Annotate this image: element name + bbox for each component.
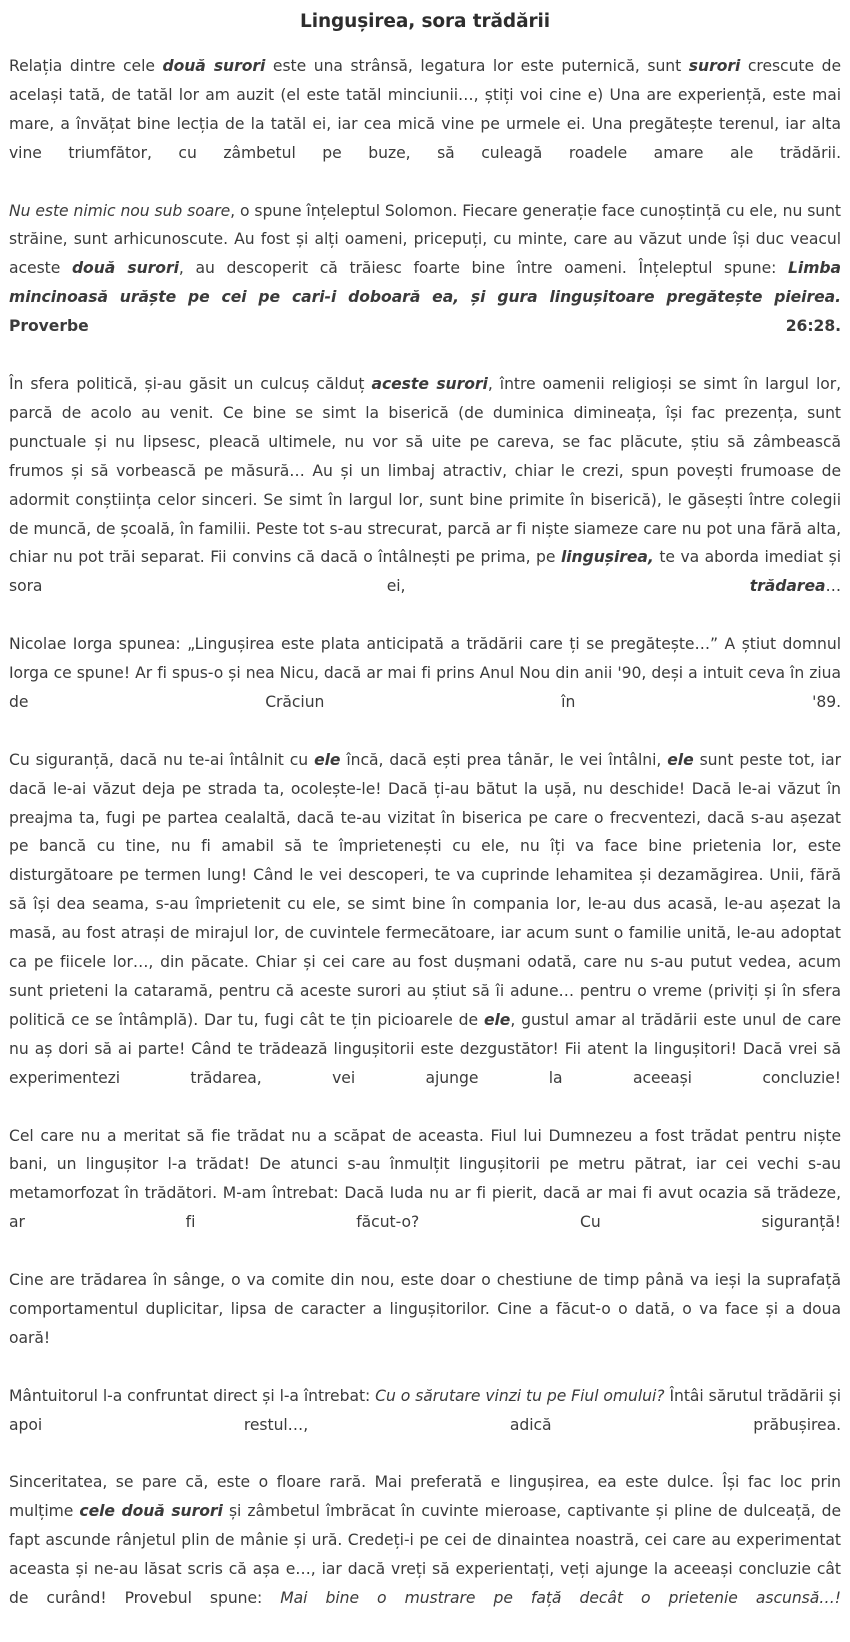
text-run: Mai bine o mustrare pe față decât o prietenie ascunsă…!	[280, 1589, 841, 1608]
text-run: Limba mincinoasă urăște pe cei pe cari-i doboară ea, și gura lingușitoare pregătește pieirea.	[9, 259, 841, 307]
paragraph	[9, 1468, 841, 1641]
text-run: , au descoperit că trăiesc foarte bine între oameni. Înțeleptul spune:	[178, 259, 789, 278]
paragraph	[9, 746, 841, 1122]
text-run: este una strânsă, legatura lor este puternică, sunt	[265, 57, 689, 75]
text-run: , o spune înțeleptul Solomon. Fiecare generație face cunoștință cu ele, nu sunt străine, sunt arhicunoscute. Au fost și alți oameni, pricepuți, cu minte, care au văzut unde își duc veacul aceste	[9, 201, 841, 278]
text-run: lingușirea,	[560, 548, 654, 567]
text-run: crescute de același tată, de tatăl lor am auzit (el este tatăl minciunii…, știți voi cine e) Una are experiență, este mai mare, a învățat bine lecția de la tatăl ei, iar cea mică vine pe urmele ei. Una pregătește terenul, iar alta vine triumfător, cu zâmbetul pe buze, să culeagă roadele amare ale trădării.	[9, 57, 841, 162]
text-run: aceste surori	[371, 374, 488, 393]
text-run: Cine are trădarea în sânge, o va comite din nou, este doar o chestiune de timp până va ieși la suprafață comportamentul duplicitar, lipsa de caracter a lingușitorilor. Cine a făcut-o o dată, o va face și a doua oară!	[9, 1271, 841, 1347]
text-run: Nicolae Iorga spunea: „Lingușirea este plata anticipată a trădării care ți se pregătește…” A știut domnul Iorga ce spune! Ar fi spus-o și nea Nicu, dacă ar mai fi prins Anul Nou din anii '90, deși a intuit ceva în ziua de Crăciun în '89.	[9, 635, 841, 711]
text-run: Întâi sărutul trădării și apoi restul…, adică prăbușirea.	[9, 1386, 842, 1434]
document-body	[9, 52, 841, 1642]
text-run: Proverbe 26:28.	[9, 317, 841, 336]
text-run: Relația dintre cele	[9, 57, 163, 75]
text-run: Nu este nimic nou sub soare	[9, 201, 231, 220]
text-run: te va aborda imediat și sora ei,	[9, 548, 841, 596]
text-run: trădarea	[749, 577, 826, 596]
text-run: sunt peste tot, iar dacă le-ai văzut deja pe strada ta, ocolește-le! Dacă ți-au bătut la ușă, nu deschide! Dacă le-ai văzut în preajma ta, fugi pe partea cealaltă, dacă te-au vizitat în biserica pe care o frecventezi, dacă s-au așezat pe bancă cu tine, nu fi amabil să te împrietenești cu ele, nu îți va face bine prietenia lor, este disturgătoare pe termen lung! Când le vei descoperi, te va cuprinde lehamitea și dezamăgirea. Unii, fără să își dea seama, s-au împrietenit cu ele, se simt bine în compania lor, le-au dus acasă, le-au așezat la masă, au fost atrași de mirajul lor, de cuvintele fermecătoare, iar acum sunt o familie unită, le-au adoptat ca pe fiicele lor…, din păcate. Chiar și cei care au fost dușmani odată, care nu s-au putut vedea, acum sunt prieteni la cataramă, pentru că aceste surori au știut să îi adune… pentru o vreme (priviți și în sfera politică ce se întâmplă). Dar tu, fugi cât te țin picioarele de	[9, 750, 841, 1029]
paragraph	[9, 1122, 841, 1267]
page-title: Lingușirea, sora trădării	[300, 11, 550, 32]
text-run: încă, dacă ești prea tânăr, le vei întâlni,	[340, 750, 668, 769]
paragraph	[9, 630, 841, 746]
text-run: Mântuitorul l-a confruntat direct și l-a întrebat:	[9, 1386, 376, 1405]
paragraph	[9, 1266, 841, 1382]
text-run: două surori	[162, 57, 266, 75]
text-run: ele	[483, 1010, 511, 1029]
text-run: , între oamenii religioși se simt în largul lor, parcă de acolo au venit. Ce bine se simt la biserică (de duminica dimineața, își fac prezența, sunt punctuale și nu lipsesc, pleacă ultimele, nu vor să uite pe careva, se fac plăcute, știu să zâmbească frumos și să vorbească pe măsură… Au și un limbaj atractiv, chiar le crezi, spun povești frumoase de adormit conștiința celor sinceri. Se simt în largul lor, sunt bine primite în biserică), le găsești între colegii de muncă, de școală, în familii. Peste tot s-au strecurat, parcă ar fi niște siameze care nu pot una fără alta, chiar nu pot trăi separat. Fii convins că dacă o întâlnești pe prima, pe	[9, 374, 842, 567]
text-run: ele	[667, 750, 694, 769]
paragraph	[9, 370, 841, 630]
text-run: două surori	[71, 259, 179, 278]
text-run: surori	[688, 57, 741, 75]
paragraph	[9, 52, 841, 197]
text-run: cele două surori	[79, 1502, 223, 1521]
text-run: În sfera politică, și-au găsit un culcuș călduț	[9, 374, 372, 393]
text-run: …	[825, 577, 841, 596]
text-run: , gustul amar al trădării este unul de care nu aș dori să ai parte! Când te trădează lingușitorii este dezgustător! Fii atent la lingușitori! Dacă vrei să experimentezi trădarea, vei ajunge la aceeași concluzie!	[9, 1010, 841, 1087]
text-run: ele	[314, 750, 341, 769]
text-run: Cu siguranță, dacă nu te-ai întâlnit cu	[9, 750, 315, 769]
text-run: Cel care nu a meritat să fie trădat nu a scăpat de aceasta. Fiul lui Dumnezeu a fost trădat pentru niște bani, un lingușitor l-a trădat! De atunci s-au înmulțit lingușitorii pe metru pătrat, iar cei vechi s-au metamorfozat în trădători. M-am întrebat: Dacă Iuda nu ar fi pierit, dacă ar mai fi avut ocazia să trădeze, ar fi făcut-o? Cu siguranță!	[9, 1126, 841, 1232]
text-run: Sinceritatea, se pare că, este o floare rară. Mai preferată e lingușirea, ea este dulce. Își fac loc prin mulțime	[9, 1473, 841, 1521]
paragraph	[9, 1382, 841, 1469]
text-run: Cu o sărutare vinzi tu pe Fiul omului?	[375, 1386, 665, 1405]
paragraph	[9, 197, 841, 370]
text-run: și zâmbetul îmbrăcat în cuvinte mieroase, captivante și pline de dulceață, de fapt ascunde rânjetul plin de mânie și ură. Credeți-i pe cei de dinaintea noastră, cei care au experimentat aceasta și ne-au lăsat scris că așa e…, iar dacă vreți să experientați, veți ajunge la aceeași concluzie cât de curând! Provebul spune:	[9, 1502, 841, 1608]
